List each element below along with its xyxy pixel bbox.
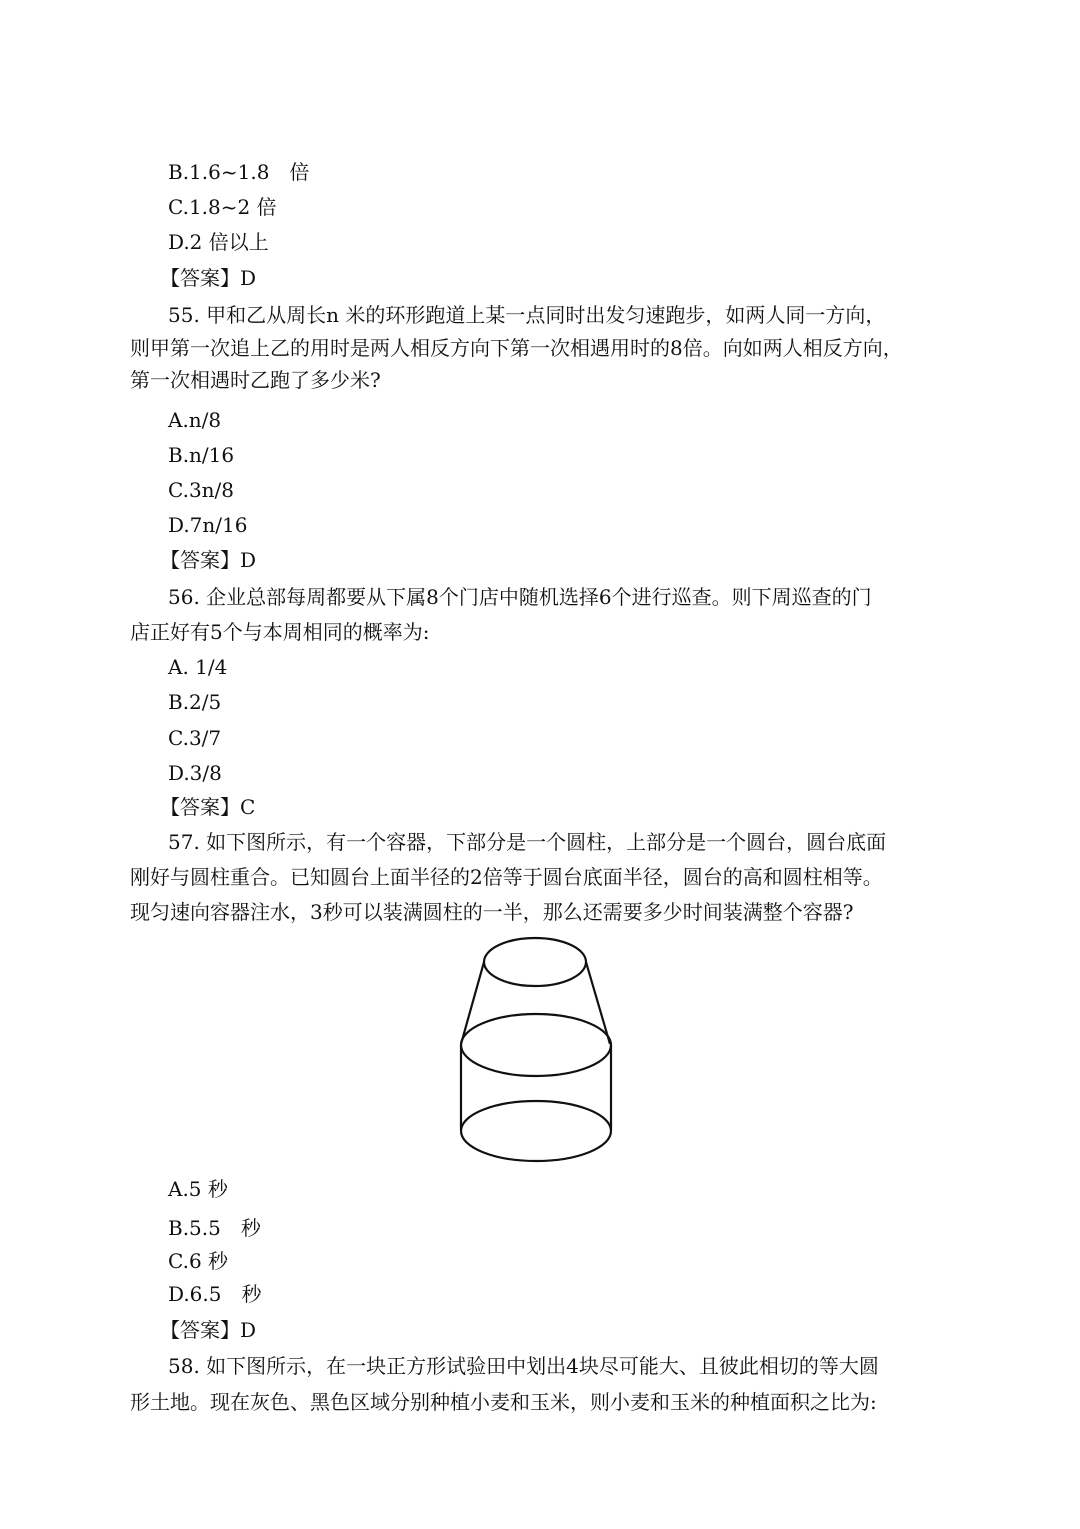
q56-text-line2: 店正好有5个与本周相同的概率为:	[130, 620, 430, 644]
q55-text-line1: 55. 甲和乙从周长n 米的环形跑道上某一点同时出发匀速跑步，如两人同一方向，	[168, 303, 886, 327]
q57-answer: 【答案】D	[160, 1318, 257, 1342]
q56-option-b: B.2/5	[168, 690, 222, 714]
q55-text-line2: 则甲第一次追上乙的用时是两人相反方向下第一次相遇用时的8倍。向如两人相反方向，	[130, 336, 903, 360]
q55-option-c: C.3n/8	[168, 478, 235, 502]
q54-option-c: C.1.8~2 倍	[168, 195, 277, 219]
frustum-left-edge	[461, 962, 484, 1044]
q57-option-a: A.5 秒	[168, 1177, 228, 1201]
container-figure	[440, 932, 630, 1167]
q55-option-d: D.7n/16	[168, 513, 248, 537]
q56-option-d: D.3/8	[168, 761, 222, 785]
q56-option-a: A. 1/4	[168, 655, 228, 679]
cylinder-top-ellipse	[461, 1014, 611, 1076]
q57-option-c: C.6 秒	[168, 1249, 229, 1273]
q55-option-b: B.n/16	[168, 443, 235, 467]
q57-text-line3: 现匀速向容器注水，3秒可以装满圆柱的一半，那么还需要多少时间装满整个容器?	[130, 900, 854, 924]
q55-answer: 【答案】D	[160, 548, 257, 572]
q56-answer: 【答案】C	[160, 795, 256, 819]
frustum-right-edge	[586, 962, 610, 1044]
q54-option-d: D.2 倍以上	[168, 230, 269, 254]
q57-option-b: B.5.5 秒	[168, 1216, 261, 1240]
q56-option-c: C.3/7	[168, 726, 222, 750]
q57-text-line2: 刚好与圆柱重合。已知圆台上面半径的2倍等于圆台底面半径，圆台的高和圆柱相等。	[130, 865, 883, 889]
q58-text-line2: 形土地。现在灰色、黑色区域分别种植小麦和玉米，则小麦和玉米的种植面积之比为:	[130, 1390, 877, 1414]
q56-text-line1: 56. 企业总部每周都要从下属8个门店中随机选择6个进行巡查。则下周巡查的门	[168, 585, 872, 609]
q58-text-line1: 58. 如下图所示，在一块正方形试验田中划出4块尽可能大、且彼此相切的等大圆	[168, 1354, 879, 1378]
q55-option-a: A.n/8	[168, 408, 222, 432]
q55-text-line3: 第一次相遇时乙跑了多少米?	[130, 368, 381, 392]
q57-text-line1: 57. 如下图所示，有一个容器，下部分是一个圆柱，上部分是一个圆台，圆台底面	[168, 830, 887, 854]
q54-answer: 【答案】D	[160, 266, 257, 290]
q57-option-d: D.6.5 秒	[168, 1282, 262, 1306]
frustum-top-ellipse	[484, 938, 586, 986]
q54-option-b: B.1.6~1.8 倍	[168, 160, 310, 184]
cylinder-bottom-ellipse	[461, 1101, 611, 1161]
